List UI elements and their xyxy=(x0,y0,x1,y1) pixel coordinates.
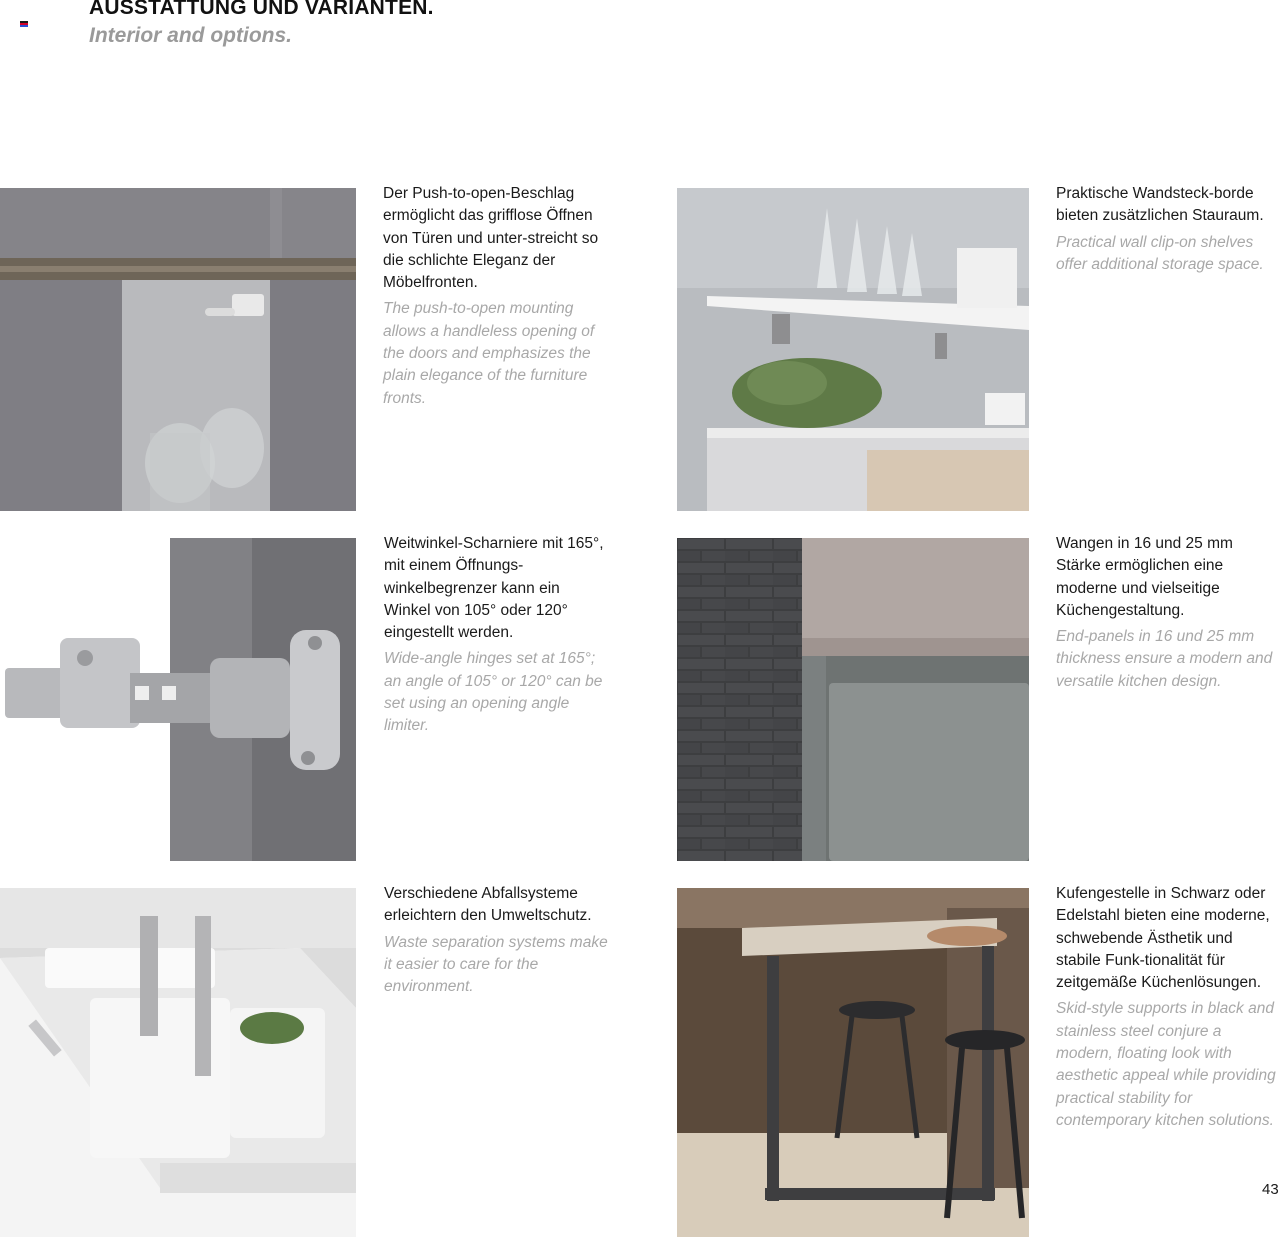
feature-text-de: Verschiedene Abfallsysteme erleichtern den Umweltschutz. xyxy=(384,885,592,925)
feature-text-de: Der Push-to-open-Beschlag ermöglicht das grifflose Öffnen von Türen und unter-streicht so die schlichte Eleganz der Möbelfronten. xyxy=(383,185,599,292)
feature-text-en: Wide-angle hinges set at 165°; an angle of 105° or 120° can be set using an opening angle limiter. xyxy=(384,650,603,735)
page-number: 43 xyxy=(1262,1181,1279,1198)
feature-text-en: The push-to-open mounting allows a handleless opening of the doors and emphasizes the plain elegance of the furniture fronts. xyxy=(383,300,595,407)
feature-text-de: Praktische Wandsteck-borde bieten zusätzlichen Stauraum. xyxy=(1056,185,1264,225)
feature-text-de: Weitwinkel-Scharniere mit 165°, mit einem Öffnungs-winkelbegrenzer kann ein Winkel von 105° oder 120° eingestellt werden. xyxy=(384,535,604,642)
feature-text-de: Kufengestelle in Schwarz oder Edelstahl bieten eine moderne, schwebende Ästhetik und stabile Funk-tionalität für zeitgemäße Küchenlösungen. xyxy=(1056,885,1270,992)
skid-supports-photo xyxy=(677,888,1029,1237)
language-flag-icon xyxy=(20,21,28,27)
feature-hinges xyxy=(384,533,609,738)
feature-text-en: Waste separation systems make it easier to care for the environment. xyxy=(384,933,608,996)
feature-text-de: Wangen in 16 und 25 mm Stärke ermöglichen eine moderne und vielseitige Küchengestaltung. xyxy=(1056,535,1233,619)
push-to-open-photo xyxy=(0,188,356,511)
wall-shelves-photo xyxy=(677,188,1029,511)
feature-text-en: Skid-style supports in black and stainless steel conjure a modern, floating look with aesthetic appeal while providing practical stability for contemporary kitchen solutions. xyxy=(1056,1000,1276,1129)
page-title: AUSSTATTUNG UND VARIANTEN. xyxy=(89,0,434,19)
feature-end-panels xyxy=(1056,533,1280,693)
end-panels-photo xyxy=(677,538,1029,861)
feature-wall-shelves xyxy=(1056,183,1280,276)
feature-skid-supports xyxy=(1056,883,1280,1132)
hinge-photo xyxy=(0,538,356,861)
feature-push-to-open xyxy=(383,183,608,410)
waste-systems-photo xyxy=(0,888,356,1237)
feature-text-en: Practical wall clip-on shelves offer additional storage space. xyxy=(1056,233,1264,273)
page-subtitle: Interior and options. xyxy=(89,24,292,47)
feature-text-en: End-panels in 16 und 25 mm thickness ensure a modern and versatile kitchen design. xyxy=(1056,628,1273,690)
feature-waste-systems xyxy=(384,883,614,998)
